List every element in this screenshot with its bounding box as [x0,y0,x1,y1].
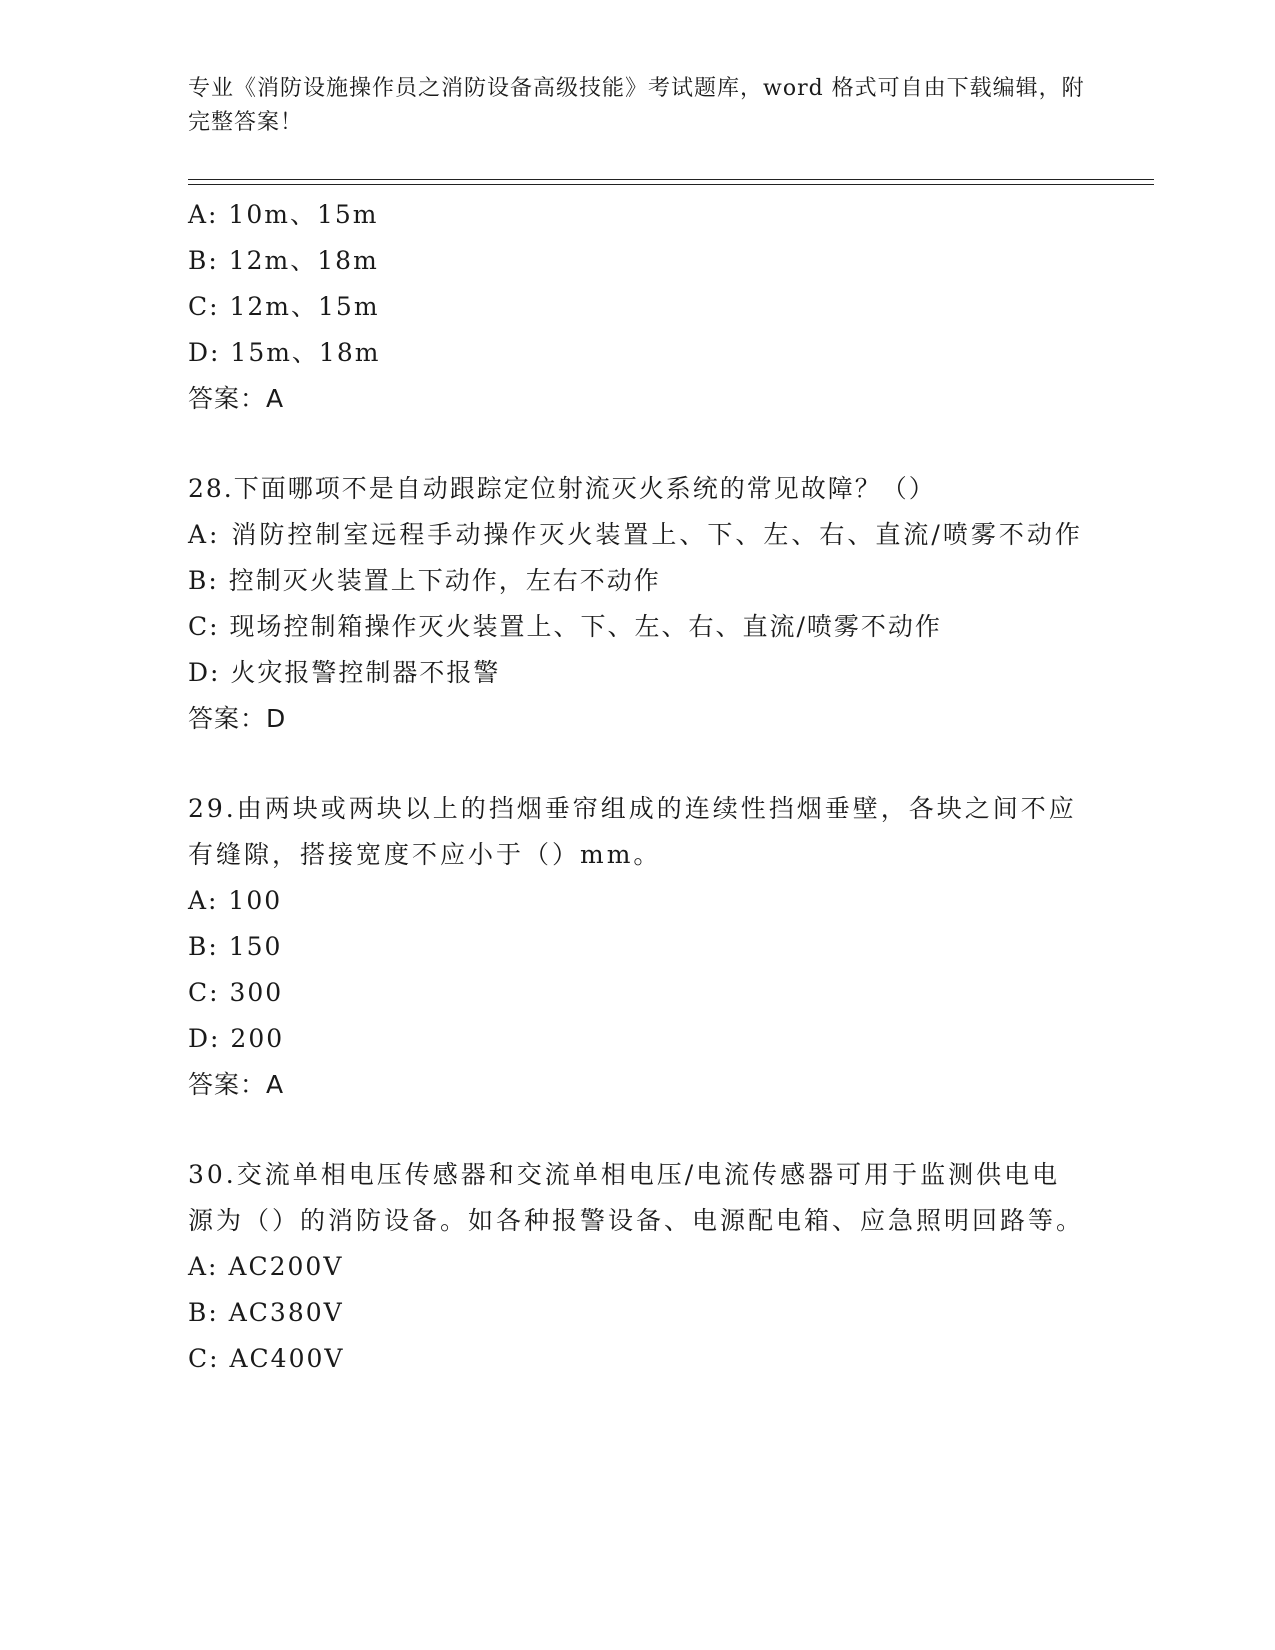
question-28 [188,466,1088,742]
answer: 答案：D [188,704,287,733]
header-divider-top [188,179,1154,180]
question-text: 30.交流单相电压传感器和交流单相电压/电流传感器可用于监测供电电源为（）的消防设备。如各种报警设备、电源配电箱、应急照明回路等。 [188,1160,1085,1235]
option-d: D: 火灾报警控制器不报警 [188,658,501,687]
document-header: 专业《消防设施操作员之消防设备高级技能》考试题库，word 格式可自由下载编辑，附完整答案！ [188,76,1085,135]
question-text: 28.下面哪项不是自动跟踪定位射流灭火系统的常见故障？（） [188,474,936,503]
question-list [188,192,1088,1382]
answer: 答案：A [188,1070,285,1099]
option-a: A: 100 [188,886,283,915]
question-30 [188,1152,1088,1382]
answer: 答案：A [188,384,285,413]
option-c: C: 现场控制箱操作灭火装置上、下、左、右、直流/喷雾不动作 [188,612,942,641]
option-a: A: 10m、15m [188,200,379,229]
option-a: A: 消防控制室远程手动操作灭火装置上、下、左、右、直流/喷雾不动作 [188,520,1083,549]
option-b: B: AC380V [188,1298,344,1327]
option-a: A: AC200V [188,1252,344,1281]
option-b: B: 150 [188,932,283,961]
header-divider-bottom [188,184,1154,185]
option-d: D: 15m、18m [188,338,381,367]
question-29 [188,786,1088,1108]
question-text: 29.由两块或两块以上的挡烟垂帘组成的连续性挡烟垂壁，各块之间不应有缝隙，搭接宽度不应小于（）mm。 [188,794,1077,869]
option-c: C: 300 [188,978,284,1007]
option-d: D: 200 [188,1024,285,1053]
option-c: C: AC400V [188,1344,345,1373]
option-b: B: 控制灭火装置上下动作，左右不动作 [188,566,661,595]
option-c: C: 12m、15m [188,292,380,321]
question-27 [188,192,1088,422]
option-b: B: 12m、18m [188,246,379,275]
